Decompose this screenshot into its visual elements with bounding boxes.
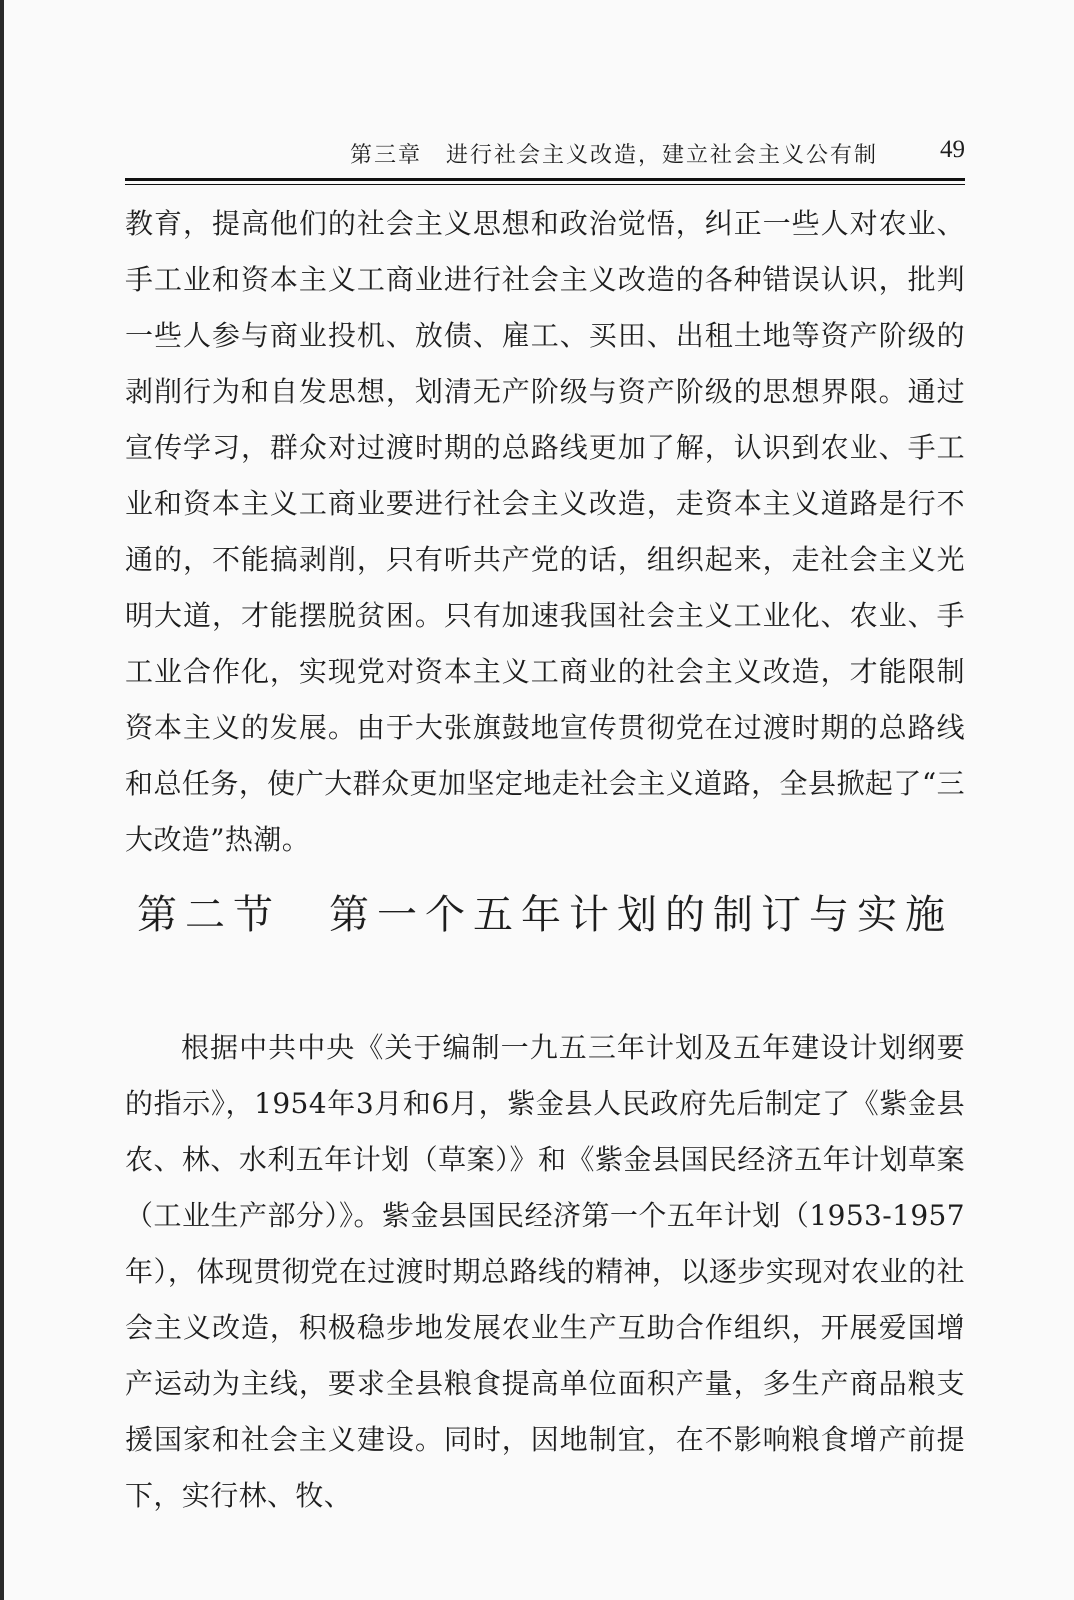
header-rule-thick	[125, 178, 965, 181]
page-number: 49	[940, 136, 965, 163]
chapter-title: 第三章 进行社会主义改造，建立社会主义公有制	[350, 143, 879, 168]
body-paragraph-1: 教育，提高他们的社会主义思想和政治觉悟，纠正一些人对农业、手工业和资本主义工商业进行社会主义改造的各种错误认识，批判一些人参与商业投机、放债、雇工、买田、出租土地等资产阶级的剥削行为和自发思想，划清无产阶级与资产阶级的思想界限。通过宣传学习，群众对过渡时期的总路线更加了解，认识到农业、手工业和资本主义工商业要进行社会主义改造，走资本主义道路是行不通的，不能搞剥削，只有听共产党的话，组织起来，走社会主义光明大道，才能摆脱贫困。只有加速我国社会主义工业化、农业、手工业合作化，实现党对资本主义工商业的社会主义改造，才能限制资本主义的发展。由于大张旗鼓地宣传贯彻党在过渡时期的总路线和总任务，使广大群众更加坚定地走社会主义道路，全县掀起了“三大改造”热潮。	[125, 207, 965, 856]
header-rule-thin	[125, 184, 965, 185]
running-header	[125, 132, 965, 172]
page-binding-edge	[0, 0, 4, 1600]
body-paragraph-2: 根据中共中央《关于编制一九五三年计划及五年建设计划纲要的指示》，1954年3月和6月，紫金县人民政府先后制定了《紫金县农、林、水利五年计划（草案）》和《紫金县国民经济五年计划草案（工业生产部分）》。紫金县国民经济第一个五年计划（1953-1957年），体现贯彻党在过渡时期总路线的精神，以逐步实现对农业的社会主义改造，积极稳步地发展农业生产互助合作组织，开展爱国增产运动为主线，要求全县粮食提高单位面积产量，多生产商品粮支援国家和社会主义建设。同时，因地制宜，在不影响粮食增产前提下，实行林、牧、	[125, 1031, 965, 1512]
section-title: 第二节 第一个五年计划的制订与实施	[137, 892, 953, 938]
